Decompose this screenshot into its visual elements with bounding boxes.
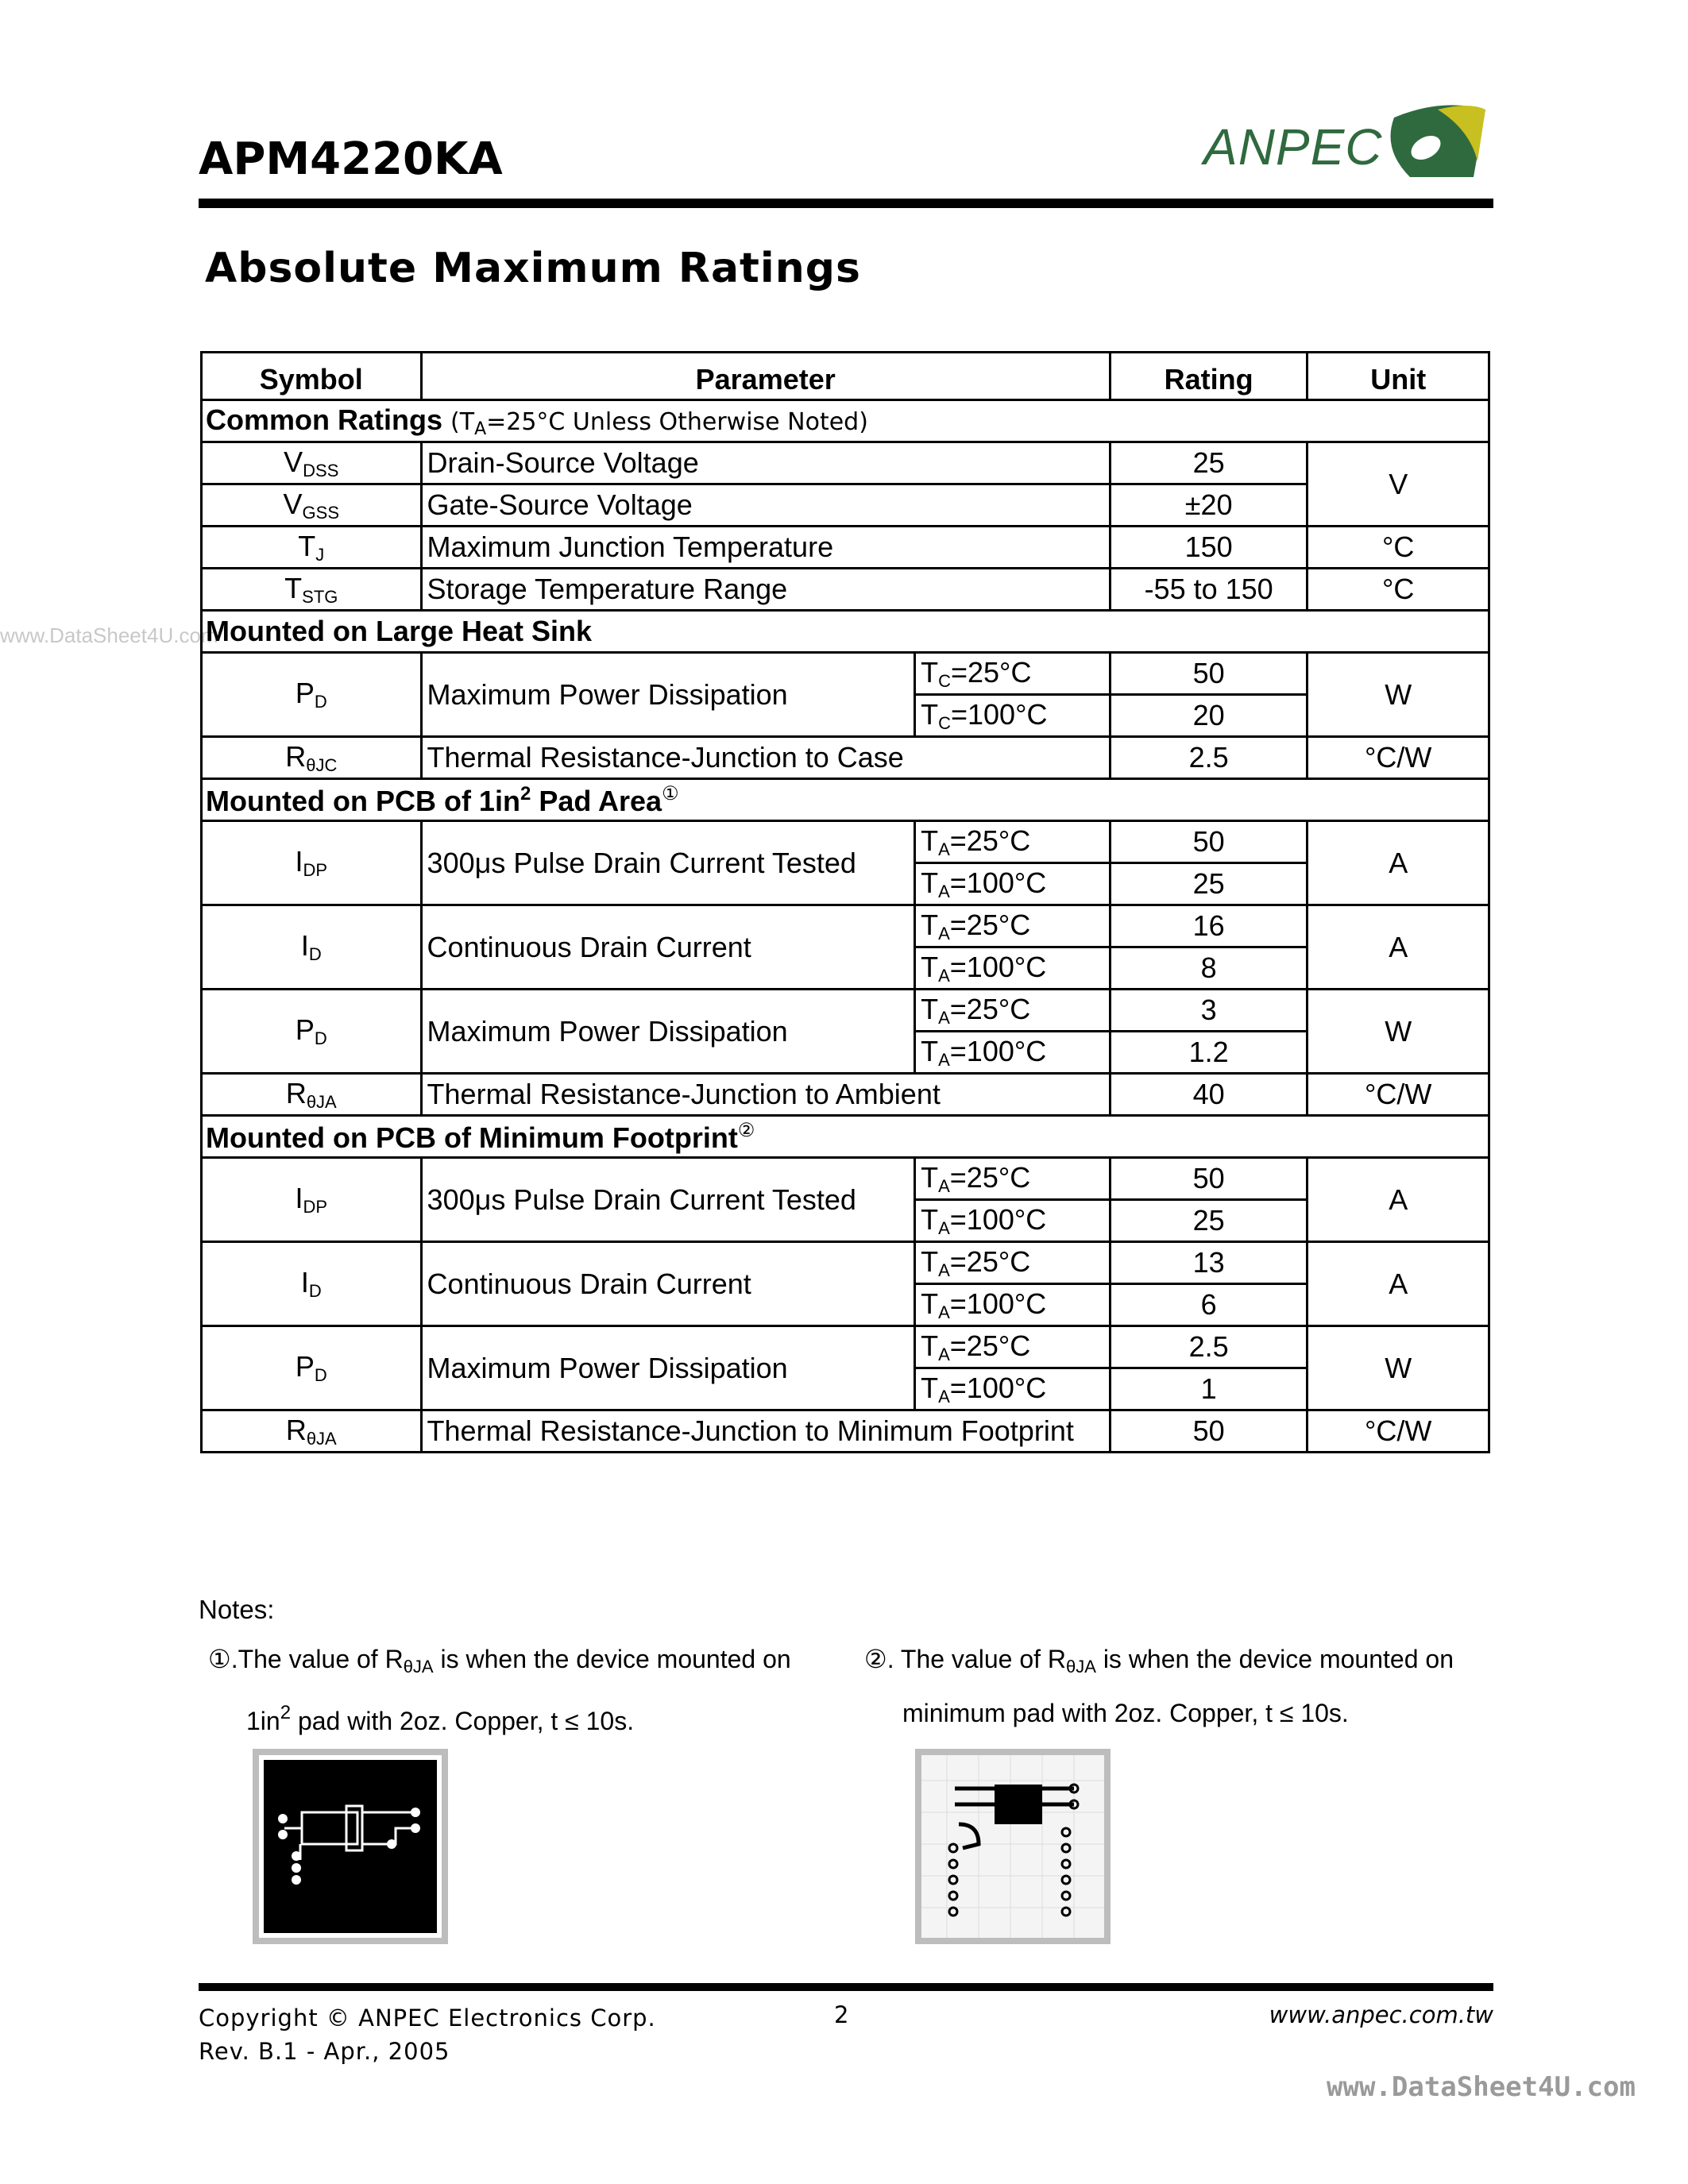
condition-cell: $T_A=25^\circ C$ [915,990,1111,1032]
table-row [202,821,1489,863]
parameter-cell: Thermal Resistance-Junction to Minimum Footprint [421,1410,1110,1453]
unit-cell: A [1308,1242,1489,1326]
unit-cell: °C/W [1308,737,1489,779]
unit-cell: W [1308,990,1489,1074]
rating-cell: 40 [1110,1074,1308,1116]
condition-cell: $T_A=25^\circ C$ [915,1242,1111,1284]
rating-cell: 3 [1110,990,1308,1032]
table-row [202,1074,1489,1116]
watermark-bottom: www.DataSheet4U.com [1327,2071,1636,2103]
rating-cell: 50 [1110,1158,1308,1200]
note-1: ①.The value of $R_{\theta JA}$ is when the device mounted on $1in^2$ pad with 2oz. Copper, t ≤ 10s. [208,1645,791,1735]
unit-cell: A [1308,821,1489,905]
condition-cell: $T_A=100^\circ C$ [915,863,1111,905]
parameter-cell: Maximum Junction Temperature [421,527,1110,569]
note-2: ②. The value of $R_{\theta JA}$ is when the device mounted on minimum pad with 2oz. Copper, t ≤ 10s. [864,1645,1454,1727]
table-row [202,1326,1489,1368]
condition-cell: $T_A=100^\circ C$ [915,947,1111,990]
rating-cell: 1.2 [1110,1032,1308,1074]
symbol-cell: $P_D$ [202,990,422,1074]
rating-cell: ±20 [1110,484,1308,527]
pcb-1in-pad-icon [253,1749,448,1944]
group-common-ratings [202,400,1489,442]
unit-cell: V [1308,442,1489,527]
parameter-cell: Maximum Power Dissipation [421,1326,915,1410]
condition-cell: $T_A=25^\circ C$ [915,821,1111,863]
unit-cell: W [1308,653,1489,737]
header-unit: Unit [1308,353,1489,400]
notes-heading: Notes: [199,1595,275,1624]
parameter-cell: Continuous Drain Current [421,905,915,990]
header-rating: Rating [1110,353,1308,400]
table-row [202,990,1489,1032]
unit-cell: A [1308,1158,1489,1242]
ratings-table [200,351,1490,1453]
symbol-cell: $I_D$ [202,905,422,990]
section-title: Absolute Maximum Ratings [205,245,861,292]
table-row [202,737,1489,779]
symbol-cell: $R_{\theta JA}$ [202,1074,422,1116]
table-row [202,484,1489,527]
header-rule [199,199,1493,208]
parameter-cell: Storage Temperature Range [421,569,1110,611]
unit-cell: °C/W [1308,1410,1489,1453]
unit-cell: °C [1308,527,1489,569]
unit-cell: W [1308,1326,1489,1410]
symbol-cell: $R_{\theta JC}$ [202,737,422,779]
anpec-logo-icon [1378,102,1497,189]
footer-copyright [199,2001,656,2068]
rating-cell: 25 [1110,863,1308,905]
table-row [202,1242,1489,1284]
condition-cell: $T_A=100^\circ C$ [915,1200,1111,1242]
copyright-text: Copyright © ANPEC Electronics Corp. [199,2005,656,2032]
rating-cell: 13 [1110,1242,1308,1284]
unit-cell: A [1308,905,1489,990]
rating-cell: 8 [1110,947,1308,990]
group-title: Common Ratings [206,403,443,436]
table-row [202,1410,1489,1453]
table-row [202,569,1489,611]
symbol-cell: $V_{DSS}$ [202,442,422,484]
rating-cell: 2.5 [1110,1326,1308,1368]
condition-cell: $T_C=25^\circ C$ [915,653,1111,695]
rating-cell: 50 [1110,821,1308,863]
parameter-cell: Continuous Drain Current [421,1242,915,1326]
group-row [202,400,1489,442]
rating-cell: 50 [1110,1410,1308,1453]
table-row [202,1158,1489,1200]
symbol-cell: $V_{GSS}$ [202,484,422,527]
part-number: APM4220KA [199,133,503,185]
parameter-cell: Drain-Source Voltage [421,442,1110,484]
parameter-cell: Thermal Resistance-Junction to Case [421,737,1110,779]
unit-cell: °C/W [1308,1074,1489,1116]
table-row [202,905,1489,947]
anpec-logo [1203,102,1497,189]
rating-cell: 20 [1110,695,1308,737]
header-parameter: Parameter [421,353,1110,400]
symbol-cell: $P_D$ [202,1326,422,1410]
footer-url-link[interactable]: www.anpec.com.tw [1269,2001,1493,2028]
symbol-cell: $T_{STG}$ [202,569,422,611]
rating-cell: 1 [1110,1368,1308,1410]
rating-cell: 50 [1110,653,1308,695]
parameter-cell: 300μs Pulse Drain Current Tested [421,1158,915,1242]
revision-text: Rev. B.1 - Apr., 2005 [199,2038,450,2065]
parameter-cell: Gate-Source Voltage [421,484,1110,527]
rating-cell: 25 [1110,442,1308,484]
header-symbol: Symbol [202,353,422,400]
group-row [202,611,1489,653]
rating-cell: 25 [1110,1200,1308,1242]
pcb-min-footprint-icon [915,1749,1111,1944]
logo-text: ANPEC [1203,118,1383,176]
rating-cell: 6 [1110,1284,1308,1326]
condition-cell: $T_A=25^\circ C$ [915,1158,1111,1200]
symbol-cell: $R_{\theta JA}$ [202,1410,422,1453]
condition-cell: $T_A=100^\circ C$ [915,1284,1111,1326]
condition-cell: $T_A=100^\circ C$ [915,1368,1111,1410]
condition-cell: $T_C=100^\circ C$ [915,695,1111,737]
symbol-cell: $P_D$ [202,653,422,737]
symbol-cell: $I_D$ [202,1242,422,1326]
parameter-cell: 300μs Pulse Drain Current Tested [421,821,915,905]
table-row [202,527,1489,569]
group-row [202,779,1489,821]
group-large-heat-sink: Mounted on Large Heat Sink [202,611,1489,653]
group-pcb-1in-pad: Mounted on PCB of $1in^2$ Pad Area① [202,779,1489,821]
watermark-side: www.DataSheet4U.com [0,623,218,647]
parameter-cell: Maximum Power Dissipation [421,653,915,737]
table-row [202,442,1489,484]
symbol-cell: $T_J$ [202,527,422,569]
group-row [202,1116,1489,1158]
symbol-cell: $I_{DP}$ [202,821,422,905]
symbol-cell: $I_{DP}$ [202,1158,422,1242]
group-pcb-min-footprint: Mounted on PCB of Minimum Footprint② [202,1116,1489,1158]
table-row [202,653,1489,695]
page-number: 2 [834,2001,849,2028]
parameter-cell: Thermal Resistance-Junction to Ambient [421,1074,1110,1116]
condition-cell: $T_A=100^\circ C$ [915,1032,1111,1074]
unit-cell: °C [1308,569,1489,611]
condition-cell: $T_A=25^\circ C$ [915,905,1111,947]
parameter-cell: Maximum Power Dissipation [421,990,915,1074]
rating-cell: -55 to 150 [1110,569,1308,611]
rating-cell: 2.5 [1110,737,1308,779]
table-header-row [202,353,1489,400]
condition-cell: $T_A=25^\circ C$ [915,1326,1111,1368]
group-note: ($T_A=25^\circ C$ Unless Otherwise Noted) [450,407,868,439]
rating-cell: 16 [1110,905,1308,947]
footer-rule [199,1983,1493,1991]
rating-cell: 150 [1110,527,1308,569]
